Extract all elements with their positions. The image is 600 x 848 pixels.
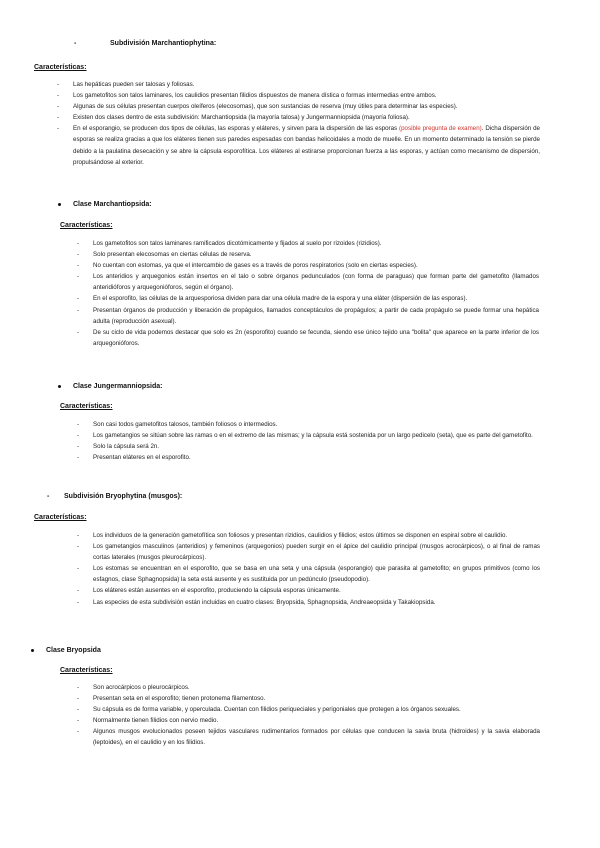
list-item: - Algunas de sus células presentan cuerpos oleíferos (elecosomas), que son sustancias de reserva (muy útiles para determinar las especies). — [57, 103, 458, 111]
list-item: - Presentan seta en el esporofito; tienen protonema filamentoso. — [77, 695, 266, 703]
list-item: - Los anteridios y arquegonios están insertos en el talo o sobre órganos pedunculados (con forma de paraguas) que forman parte del gametofito (llamados anteridióforos y arquegonióforos, según el órgano). — [77, 273, 539, 292]
list-item: - Los individuos de la generación gametofítica son foliosos y presentan rizidios, caulidios y filidios; estos últimos se disponen en espiral sobre el caulidio. — [77, 532, 508, 539]
list-item: - Los estomas se encuentran en el esporofito, que se basa en una seta y una cápsula (esporangio) que parasita al gametofito; en grupos primitivos (como los esfagnos, clase Sphagnopsida) la seta está ausente y es sustituida por un pedúnculo (pseudopodio). — [77, 565, 540, 584]
list-item: - En el esporangio, se producen dos tipos de células, las esporas y eláteres, y sirven para la dispersión de las esporas (posible pregunta de examen). Dicha dispersión de esporas se realiza gracias a que los eláteres tienen sus paredes espesadas con bandas helicoidales a modo de muelle. En un momento determinado la tensión se pierde debido a la paulatina desecación y se abre la cápsula esporofítica. Los eláteres al estirarse proporcionan fuerza a las esporas, y actúan como mecanismo de dispersión, propulsándose al exterior. — [57, 125, 541, 166]
list-item: - Existen dos clases dentro de esta subdivisión: Marchantiopsida (la mayoría talosa) y Jungermanniopsida (mayoría foliosa). — [57, 114, 410, 122]
list-item: - Los gametangios masculinos (anteridios) y femeninos (arquegonios) pueden surgir en el ápice del caulidio principal (musgos acrocárpicos), o al final de ramas cortas laterales (musgos pleurocárpicos). — [77, 543, 540, 562]
marchantiophytina-list — [57, 79, 541, 168]
section-heading-marchantiopsida: Clase Marchantiopsida: — [58, 201, 152, 208]
section-heading-jungermanniopsida: Clase Jungermanniopsida: — [58, 383, 162, 390]
section-heading-bryophytina: - Subdivisión Bryophytina (musgos): — [47, 493, 183, 500]
caracteristicas-label: Características: — [60, 403, 113, 410]
list-item: - Algunos musgos evolucionados poseen tejidos vasculares rudimentarios formados por células que conducen la savia bruta (hidroides) y la savia elaborada (leptoides), en el caulidio y en los filidios. — [77, 728, 540, 747]
section-heading-bryopsida: Clase Bryopsida — [31, 647, 101, 654]
list-item: - Solo presentan elecosomas en ciertas células de reserva. — [77, 251, 252, 259]
list-item: - Son casi todos gametofitos talosos, también foliosos o intermedios. — [77, 421, 278, 428]
list-item: - Los eláteres están ausentes en el esporofito, produciendo la cápsula esporas únicamente. — [77, 587, 341, 595]
bullet-dot-icon — [58, 385, 61, 388]
list-item: - Su cápsula es de forma variable, y operculada. Cuentan con filidios periqueciales y perigoniales que protegen a los órganos sexuales. — [77, 706, 461, 714]
marchantiopsida-list — [77, 238, 539, 349]
list-item: - Los gametofitos son talos laminares, los caulidios presentan filidios dispuestos de manera dística o formas intermedias entre ambos. — [57, 92, 437, 100]
list-item: - Normalmente tienen filidios con nervio medio. — [77, 717, 219, 725]
list-item: - Solo la cápsula será 2n. — [77, 443, 160, 451]
list-item: - En el esporofito, las células de la arquesporiosa dividen para dar una célula madre de la espora y una eláter (dispersión de las esporas). — [77, 295, 468, 303]
bullet-dot-icon — [58, 203, 61, 206]
caracteristicas-label: Características: — [34, 514, 87, 521]
list-item: - De su ciclo de vida podemos destacar que solo es 2n (esporofito) cuando se fecunda, siendo ese único tejido una "bolita" que aparece en la parte inferior de los arquegonióforos. — [77, 328, 539, 347]
list-item: - Las especies de esta subdivisión están incluidas en cuatro clases: Bryopsida, Sphagnopsida, Andreaeopsida y Takakiopsida. — [77, 598, 436, 606]
exam-note: (posible pregunta de examen) — [399, 125, 482, 133]
caracteristicas-label: Características: — [60, 222, 113, 229]
jungermanniopsida-list — [77, 419, 539, 463]
section-heading-marchantiophytina: - Subdivisión Marchantiophytina: — [74, 40, 217, 47]
bryopsida-list — [77, 682, 540, 749]
list-item: - No cuentan con estomas, ya que el intercambio de gases es a través de poros respiratorios (solo en ciertas especies). — [77, 262, 418, 270]
caracteristicas-label: Características: — [34, 64, 87, 71]
caracteristicas-label: Características: — [60, 667, 113, 674]
list-item: - Presentan eláteres en el esporofito. — [77, 454, 191, 462]
list-item: - Los gametofitos son talos laminares ramificados dicotómicamente y fijados al suelo por rizoides (rizidios). — [77, 240, 382, 247]
list-item: - Las hepáticas pueden ser talosas y foliosas. — [57, 81, 195, 88]
bryophytina-list — [77, 530, 540, 608]
bullet-dot-icon — [31, 649, 34, 652]
list-item: - Son acrocárpicos o pleurocárpicos. — [77, 684, 190, 691]
list-item: - Presentan órganos de producción y liberación de propágulos, llamados conceptáculos de propágulos; a partir de cada propágulo se puede formar una hepática adulta (reproducción asexual). — [77, 306, 539, 325]
list-item: - Los gametangios se sitúan sobre las ramas o en el extremo de las mismas; y la cápsula está sostenida por un largo pedicelo (seta), que es parte del gametofito. — [77, 432, 533, 440]
